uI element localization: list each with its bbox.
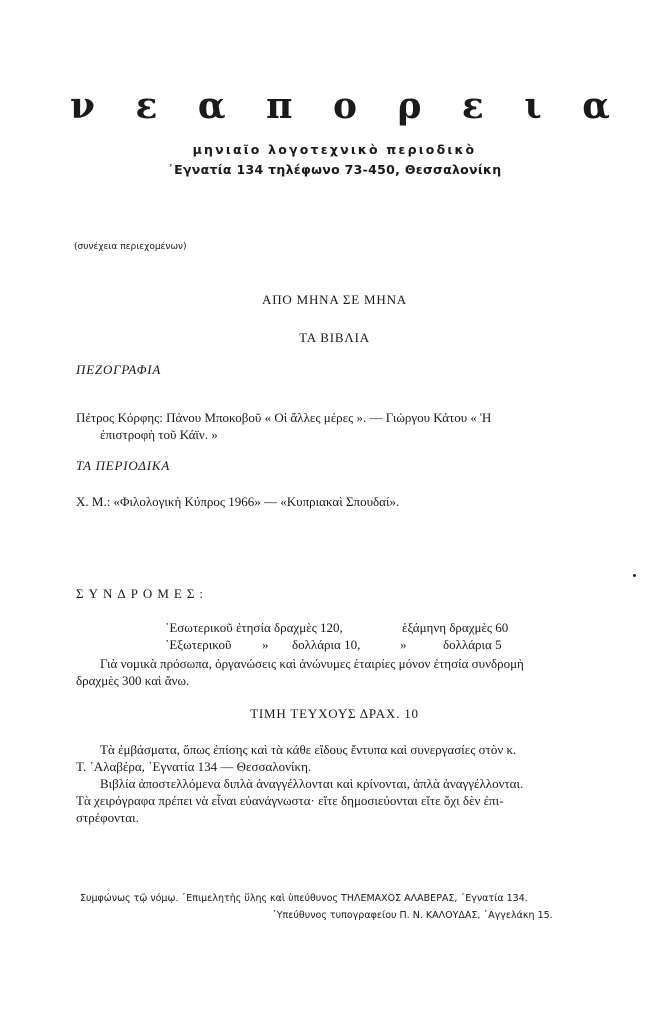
footer-imprint-line-2: ῾Υπεύθυνος τυπογραφείου Π. Ν. ΚΑΛΟΥΔΑΣ, ᾿Αγγελάκη 15. bbox=[272, 910, 553, 921]
subscription-legal-line-1: Γιὰ νομικὰ πρόσωπα, ὀργανώσεις καὶ ἀνώνυμες ἑταιρίες μόνον ἐτησία συνδρομὴ bbox=[100, 656, 524, 671]
masthead-letter: α bbox=[582, 85, 610, 127]
contents-note: (συνέχεια περιεχομένων) bbox=[74, 242, 187, 252]
prose-line-2: ἐπιστροφὴ τοῦ Κάϊν. » bbox=[100, 427, 218, 442]
periodicals-heading: ΤΑ ΠΕΡΙΟΔΙΚΑ bbox=[76, 458, 171, 473]
footer-imprint-line-1: Συμφώνως τῷ νόμῳ. ᾿Επιμελητὴς ὕλης καὶ ὑπεύθυνος ΤΗΛΕΜΑΧΟΣ ΑΛΑΒΕΡΑΣ, ᾿Εγνατία 134. bbox=[80, 893, 528, 904]
prose-line-1: Πέτρος Κόρφης: Πάνου Μποκοβοῦ « Οἱ ἄλλες μέρες ». — Γιώργου Κάτου « Ἡ bbox=[76, 410, 492, 425]
section-month-heading: ΑΠΟ ΜΗΝΑ ΣΕ ΜΗΝΑ bbox=[262, 292, 407, 307]
masthead-letter: ε bbox=[135, 85, 158, 127]
subscription-foreign-annual: δολλάρια 10, bbox=[292, 637, 361, 652]
masthead-letter: π bbox=[266, 85, 293, 127]
notes-line-4: Τὰ χειρόγραφα πρέπει νὰ εἶναι εὐανάγνωστα· εἴτε δημοσιεύονται εἴτε ὄχι δὲν ἐπι- bbox=[76, 793, 504, 808]
subscription-domestic-six-month: ἑξάμηνη δραχμὲς 60 bbox=[402, 620, 509, 635]
notes-line-2: Τ. ᾿Αλαβέρα, ᾿Εγνατία 134 — Θεσσαλονίκη. bbox=[76, 759, 312, 774]
ditto-mark: » bbox=[400, 637, 407, 652]
masthead-letter: α bbox=[197, 85, 226, 127]
prose-heading: ΠΕΖΟΓΡΑΦΙΑ bbox=[76, 362, 162, 377]
masthead-letter: ο bbox=[332, 85, 357, 127]
section-books-heading: ΤΑ ΒΙΒΛΙΑ bbox=[299, 330, 370, 345]
masthead-letter: ν bbox=[70, 85, 95, 127]
subscription-domestic-annual: ᾿Εσωτερικοῦ ἐτησία δραχμὲς 120, bbox=[165, 620, 343, 635]
subscription-foreign-six-month: δολλάρια 5 bbox=[443, 637, 502, 652]
masthead-address: ᾿Εγνατία 134 τηλέφωνο 73-450, Θεσσαλονίκη bbox=[167, 162, 502, 177]
masthead-letter: ι bbox=[524, 85, 542, 127]
notes-line-3: Βιβλία ἀποστελλόμενα διπλὰ ἀναγγέλλονται καὶ κρίνονται, ἁπλὰ ἀναγγέλλονται. bbox=[100, 776, 524, 791]
periodicals-line: Χ. Μ.: «Φιλολογικὴ Κύπρος 1966» — «Κυπριακαὶ Σπουδαί». bbox=[76, 494, 400, 509]
issue-price: ΤΙΜΗ ΤΕΥΧΟΥΣ ΔΡΑΧ. 10 bbox=[250, 706, 419, 721]
notes-line-5: στρέφονται. bbox=[76, 810, 139, 825]
masthead-title bbox=[70, 86, 610, 126]
subscription-legal-line-2: δραχμὲς 300 καὶ ἄνω. bbox=[76, 673, 190, 688]
subscriptions-label: ΣΥΝΔΡΟΜΕΣ: bbox=[76, 586, 208, 601]
notes-line-1: Τὰ ἐμβάσματα, ὅπως ἐπίσης καὶ τὰ κάθε εἴδους ἔντυπα καὶ συνεργασίες στὸν κ. bbox=[100, 742, 517, 757]
masthead-letter: ε bbox=[461, 85, 484, 127]
masthead-subtitle: μηνιαῖο λογοτεχνικὸ περιοδικὸ bbox=[192, 142, 477, 157]
ditto-mark: » bbox=[262, 637, 269, 652]
masthead-letter: ρ bbox=[397, 85, 422, 127]
subscription-foreign-label: ᾿Εξωτερικοῦ bbox=[165, 637, 232, 652]
print-speck bbox=[633, 574, 636, 577]
